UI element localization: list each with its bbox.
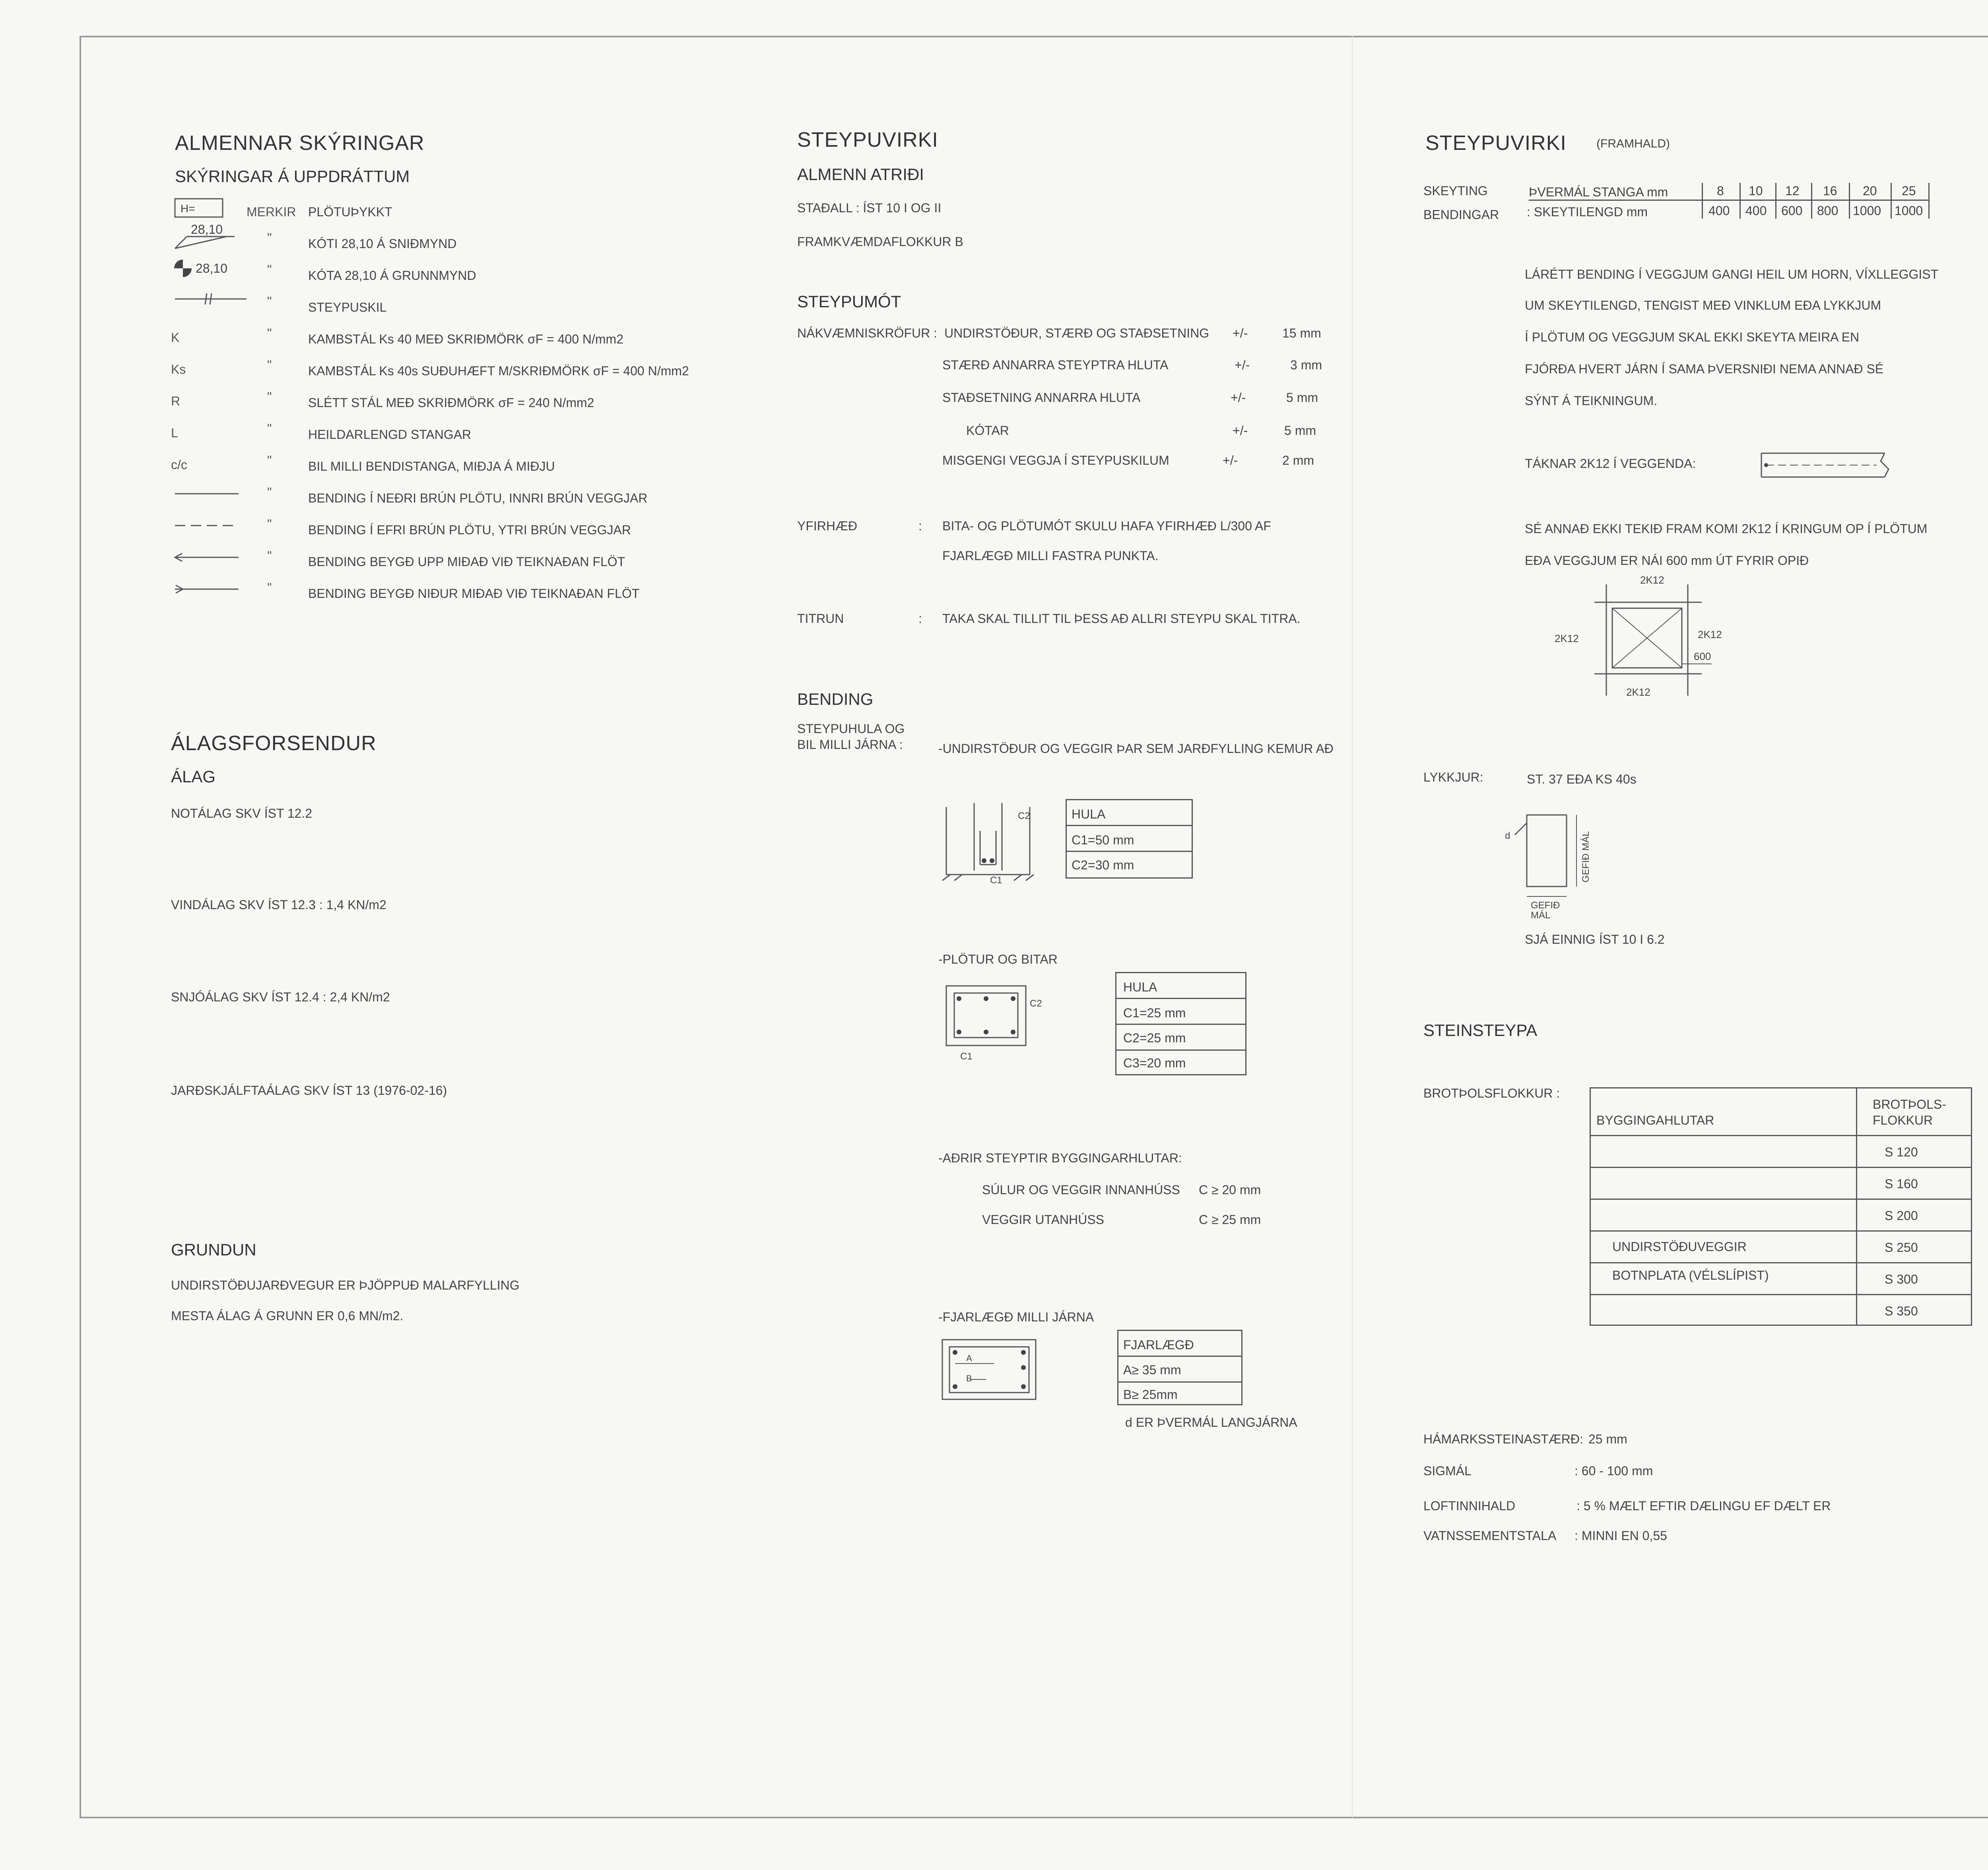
spacing-table-cell: A≥ 35 mm: [1123, 1363, 1181, 1377]
table-header: BROTÞOLS-: [1873, 1097, 1946, 1112]
legend-text: SLÉTT STÁL MEÐ SKRIÐMÖRK σF = 240 N/mm2: [308, 396, 594, 410]
opening-reinforcement-diagram: [1543, 568, 1741, 720]
load-item: NOTÁLAG SKV ÍST 12.2: [171, 806, 313, 821]
tolerance-item: STÆRÐ ANNARRA STEYPTRA HLUTA: [942, 358, 1169, 372]
building-part: UNDIRSTÖÐUVEGGIR: [1612, 1240, 1747, 1254]
building-part: BOTNPLATA (VÉLSLÍPIST): [1612, 1268, 1769, 1282]
opening-label-bottom: 2K12: [1626, 686, 1650, 698]
wall-end-label: TÁKNAR 2K12 Í VEGGENDA:: [1525, 456, 1696, 471]
camber-text: BITA- OG PLÖTUMÓT SKULU HAFA YFIRHÆÐ L/300 AF: [942, 519, 1271, 533]
ditto-mark: ": [267, 358, 272, 372]
load-item: VINDÁLAG SKV ÍST 12.3 : 1,4 KN/m2: [171, 898, 386, 912]
splice-length: 1000: [1895, 204, 1923, 218]
other-member: SÚLUR OG VEGGIR INNANHÚSS: [982, 1183, 1180, 1197]
drawing-notes-subtitle: SKÝRINGAR Á UPPDRÁTTUM: [175, 167, 410, 186]
wall-end-symbol: [1757, 443, 1893, 483]
splice-length: 1000: [1853, 204, 1881, 218]
bar-spacing-label: -FJARLÆGÐ MILLI JÁRNA: [938, 1310, 1094, 1324]
tolerance-item: KÓTAR: [966, 423, 1009, 438]
camber-text: FJARLÆGÐ MILLI FASTRA PUNKTA.: [942, 549, 1159, 563]
vibration-text: TAKA SKAL TILLIT TIL ÞESS AÐ ALLRI STEYPU SKAL TITRA.: [942, 611, 1301, 626]
loop-side-label: GEFIÐ MÁL: [1580, 831, 1591, 883]
tolerance-value: 5 mm: [1286, 390, 1318, 405]
splice-diameter: 25: [1902, 184, 1916, 198]
loop-d-label: d: [1505, 830, 1510, 841]
loads-title: ÁLAGSFORSENDUR: [171, 732, 377, 755]
loops-label: LYKKJUR:: [1423, 770, 1483, 784]
cover-label: BIL MILLI JÁRNA :: [797, 737, 903, 752]
splice-diameter: 16: [1823, 184, 1837, 198]
loops-spec: ST. 37 EÐA KS 40s: [1527, 772, 1637, 786]
standard-line: STAÐALL : ÍST 10 I OG II: [797, 201, 942, 215]
tolerance-pm: +/-: [1223, 453, 1238, 468]
splice-label: BENDINGAR: [1423, 208, 1499, 222]
tolerance-value: 3 mm: [1290, 358, 1322, 372]
splice-length: 800: [1817, 204, 1839, 218]
c2-label: C2: [1030, 998, 1042, 1009]
ditto-mark: ": [267, 262, 272, 277]
splice-diameter: 10: [1749, 184, 1763, 198]
tolerance-value: 5 mm: [1284, 423, 1316, 438]
spacing-note: d ER ÞVERMÁL LANGJÁRNA: [1125, 1415, 1297, 1430]
legend-text: BIL MILLI BENDISTANGA, MIÐJA Á MIÐJU: [308, 459, 555, 473]
spacing-a-label: A: [966, 1353, 972, 1363]
loop-bottom-label: MÁL: [1531, 910, 1551, 921]
concrete-prop-value: : 5 % MÆLT EFTIR DÆLINGU EF DÆLT ER: [1576, 1499, 1831, 1513]
cover-label: STEYPUHULA OG: [797, 722, 905, 736]
vibration-label: TITRUN: [797, 611, 844, 626]
continued-note: (FRAMHALD): [1596, 137, 1670, 150]
foundation-text: MESTA ÁLAG Á GRUNN ER 0,6 MN/m2.: [171, 1309, 404, 1323]
ditto-mark: ": [267, 326, 272, 340]
cover-foundations: -UNDIRSTÖÐUR OG VEGGIR ÞAR SEM JARÐFYLLING KEMUR AÐ: [938, 741, 1334, 756]
ditto-mark: ": [267, 580, 272, 595]
legend-sym-1: 28,10: [191, 222, 223, 237]
splice-paragraph: SÝNT Á TEIKNINGUM.: [1525, 394, 1658, 408]
splice-paragraph: LÁRÉTT BENDING Í VEGGJUM GANGI HEIL UM HORN, VÍXLLEGGIST: [1525, 267, 1939, 281]
strength-class: S 120: [1885, 1145, 1918, 1159]
reinforcement-title: BENDING: [797, 690, 874, 708]
legend-text: BENDING Í NEÐRI BRÚN PLÖTU, INNRI BRÚN VEGGJAR: [308, 491, 648, 505]
splice-length: 400: [1745, 204, 1767, 218]
legend-sym-2: 28,10: [196, 261, 228, 275]
legend-text: HEILDARLENGD STANGAR: [308, 427, 472, 442]
ditto-mark: ": [267, 549, 272, 563]
splice-paragraph: FJÓRÐA HVERT JÁRN Í SAMA ÞVERSNIÐI NEMA ANNAÐ SÉ: [1525, 362, 1884, 376]
opening-label-right: 2K12: [1698, 629, 1722, 640]
legend-text: BENDING BEYGÐ UPP MIÐAÐ VIÐ TEIKNAÐAN FLÖT: [308, 555, 625, 569]
legend-sym-5: Ks: [171, 362, 186, 376]
cover-table-2-cell: C3=20 mm: [1123, 1056, 1186, 1070]
opening-label-left: 2K12: [1555, 632, 1579, 644]
tolerance-pm: +/-: [1233, 326, 1248, 340]
loop-bottom-label: GEFIÐ: [1531, 900, 1560, 911]
opening-paragraph: EÐA VEGGJUM ER NÁI 600 mm ÚT FYRIR OPIÐ: [1525, 553, 1809, 568]
strength-class-label: BROTÞOLSFLOKKUR :: [1423, 1086, 1560, 1100]
splice-paragraph: UM SKEYTILENGD, TENGIST MEÐ VINKLUM EÐA LYKKJUM: [1525, 298, 1881, 312]
spacing-b-label: B: [966, 1373, 972, 1383]
ditto-mark: ": [267, 390, 272, 404]
bar-spacing-diagram: [938, 1336, 1042, 1403]
see-also-note: SJÁ EINNIG ÍST 10 I 6.2: [1525, 932, 1665, 947]
footing-cover-diagram: [938, 795, 1058, 890]
execution-class: FRAMKVÆMDAFLOKKUR B: [797, 235, 963, 249]
splice-length: 600: [1781, 204, 1803, 218]
table-header: BYGGINGAHLUTAR: [1596, 1113, 1714, 1127]
splice-length-label: : SKEYTILENGD mm: [1527, 205, 1648, 219]
splice-label: SKEYTING: [1423, 184, 1488, 198]
other-member-value: C ≥ 25 mm: [1199, 1212, 1261, 1227]
load-item: SNJÓÁLAG SKV ÍST 12.4 : 2,4 KN/m2: [171, 990, 390, 1004]
splice-diameter: 8: [1717, 184, 1724, 198]
legend-text: KÓTI 28,10 Á SNIÐMYND: [308, 237, 457, 251]
concrete-cont-title: STEYPUVIRKI: [1425, 132, 1567, 155]
opening-paragraph: SÉ ANNAÐ EKKI TEKIÐ FRAM KOMI 2K12 Í KRINGUM OP Í PLÖTUM: [1525, 522, 1928, 536]
tolerance-value: 15 mm: [1282, 326, 1321, 340]
legend-text: BENDING BEYGÐ NIÐUR MIÐAÐ VIÐ TEIKNAÐAN FLÖT: [308, 586, 640, 601]
ditto-mark: ": [267, 517, 272, 531]
concrete-prop-key: HÁMARKSSTEINASTÆRÐ:: [1423, 1432, 1583, 1446]
other-member: VEGGIR UTANHÚSS: [982, 1212, 1104, 1227]
tolerance-label: NÁKVÆMNISKRÖFUR :: [797, 326, 938, 340]
general-notes-title: ALMENNAR SKÝRINGAR: [175, 132, 425, 155]
cover-table-2-cell: C1=25 mm: [1123, 1006, 1186, 1020]
foundation-text: UNDIRSTÖÐUJARÐVEGUR ER ÞJÖPPUÐ MALARFYLLING: [171, 1278, 520, 1292]
legend-text: STEYPUSKIL: [308, 300, 387, 314]
foundation-title: GRUNDUN: [171, 1240, 256, 1259]
table-header: FLOKKUR: [1873, 1113, 1933, 1127]
legend-text: KAMBSTÁL Ks 40s SUÐUHÆFT M/SKRIÐMÖRK σF = 400 N/mm2: [308, 364, 689, 378]
other-member-value: C ≥ 20 mm: [1199, 1183, 1261, 1197]
strength-class: S 350: [1885, 1304, 1918, 1318]
cover-table-1-cell: C2=30 mm: [1072, 858, 1134, 872]
legend-text: BENDING Í EFRI BRÚN PLÖTU, YTRI BRÚN VEGGJAR: [308, 523, 631, 537]
c1-label: C1: [990, 875, 1002, 886]
tolerance-item: MISGENGI VEGGJA Í STEYPUSKILUM: [942, 453, 1169, 468]
concrete-prop-value: : MINNI EN 0,55: [1574, 1529, 1667, 1543]
concrete-title: STEYPUVIRKI: [797, 128, 938, 151]
strength-class: S 160: [1885, 1177, 1918, 1191]
formwork-title: STEYPUMÓT: [797, 292, 901, 311]
tolerance-item: STAÐSETNING ANNARRA HLUTA: [942, 390, 1141, 405]
splice-diameter-label: ÞVERMÁL STANGA mm: [1529, 185, 1668, 199]
load-item: JARÐSKJÁLFTAÁLAG SKV ÍST 13 (1976-02-16): [171, 1083, 447, 1098]
legend-sym-0: H=: [181, 202, 195, 215]
legend-symbols: [167, 195, 262, 608]
splice-diameter: 20: [1863, 184, 1877, 198]
general-items-subtitle: ALMENN ATRIÐI: [797, 165, 924, 184]
cover-table-1-cell: HULA: [1072, 807, 1106, 821]
legend-sym-4: K: [171, 330, 180, 345]
loads-subtitle: ÁLAG: [171, 767, 216, 786]
concrete-prop-key: LOFTINNIHALD: [1423, 1499, 1516, 1513]
opening-label-top: 2K12: [1640, 574, 1664, 586]
tolerance-pm: +/-: [1235, 358, 1250, 372]
ditto-mark: ": [267, 453, 272, 468]
legend-text: PLÖTUÞYKKT: [308, 205, 392, 219]
concrete-prop-key: SIGMÁL: [1423, 1464, 1472, 1478]
tolerance-value: 2 mm: [1282, 453, 1314, 468]
concrete-prop-value: 25 mm: [1588, 1432, 1627, 1446]
ditto-mark: ": [267, 421, 272, 436]
legend-text: KAMBSTÁL Ks 40 MEÐ SKRIÐMÖRK σF = 400 N/mm2: [308, 332, 623, 346]
ditto-mark: ": [267, 231, 272, 245]
loop-diagram: [1499, 799, 1618, 926]
cover-slabs-beams: -PLÖTUR OG BITAR: [938, 952, 1058, 966]
concrete-grade-title: STEINSTEYPA: [1423, 1021, 1538, 1040]
slab-cover-diagram: [934, 978, 1054, 1065]
splice-diameter: 12: [1785, 184, 1800, 198]
c2-label: C2: [1018, 811, 1030, 821]
tolerance-pm: +/-: [1233, 423, 1248, 438]
cover-table-1-cell: C1=50 mm: [1072, 833, 1134, 847]
tolerance-item: UNDIRSTÖÐUR, STÆRÐ OG STAÐSETNING: [944, 326, 1209, 340]
splice-paragraph: Í PLÖTUM OG VEGGJUM SKAL EKKI SKEYTA MEIRA EN: [1525, 330, 1860, 344]
c1-label: C1: [960, 1051, 973, 1062]
merkir-label: MERKIR: [247, 205, 296, 219]
vibration-colon: :: [918, 611, 922, 626]
strength-class: S 250: [1885, 1240, 1918, 1255]
splice-length: 400: [1708, 204, 1730, 218]
concrete-prop-value: : 60 - 100 mm: [1574, 1464, 1653, 1478]
tolerance-pm: +/-: [1231, 390, 1246, 405]
legend-sym-8: c/c: [171, 458, 187, 472]
legend-sym-7: L: [171, 426, 178, 440]
legend-text: KÓTA 28,10 Á GRUNNMYND: [308, 268, 476, 283]
cover-table-2-cell: HULA: [1123, 980, 1157, 994]
opening-dim: 600: [1694, 650, 1711, 662]
ditto-mark: ": [267, 485, 272, 499]
other-members-label: -AÐRIR STEYPTIR BYGGINGARHLUTAR:: [938, 1151, 1182, 1165]
fold-line: [1352, 36, 1353, 1818]
legend-sym-6: R: [171, 394, 181, 408]
ditto-mark: ": [267, 294, 272, 308]
spacing-table-cell: FJARLÆGÐ: [1123, 1338, 1194, 1352]
concrete-prop-key: VATNSSEMENTSTALA: [1423, 1529, 1557, 1543]
camber-colon: :: [918, 519, 922, 533]
cover-table-2-cell: C2=25 mm: [1123, 1031, 1186, 1045]
camber-label: YFIRHÆÐ: [797, 519, 858, 533]
spacing-table-cell: B≥ 25mm: [1123, 1387, 1178, 1402]
strength-class: S 300: [1885, 1272, 1918, 1286]
strength-class: S 200: [1885, 1209, 1918, 1223]
